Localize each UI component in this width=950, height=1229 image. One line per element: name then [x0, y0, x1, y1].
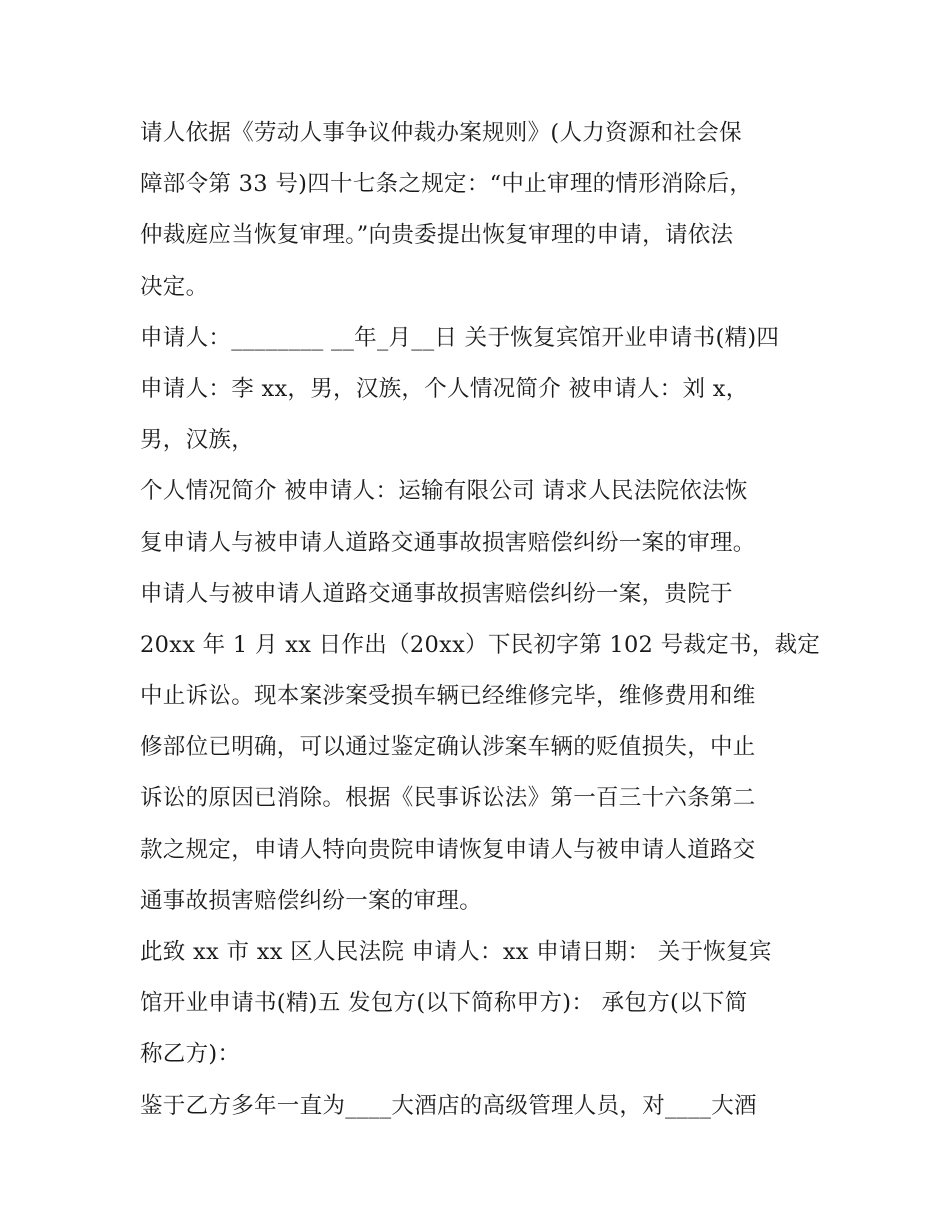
text-line: 中止诉讼。现本案涉案受损车辆已经维修完毕，维修费用和维 — [140, 683, 756, 710]
text-line: 诉讼的原因已消除。根据《民事诉讼法》第一百三十六条第二 — [140, 785, 756, 812]
text-line: 鉴于乙方多年一直为____大酒店的高级管理人员，对____大酒 — [140, 1092, 757, 1119]
text-line: 申请人：________ __年_月__日 关于恢复宾馆开业申请书(精)四 — [140, 324, 780, 351]
text-line: 通事故损害赔偿纠纷一案的审理。 — [140, 887, 483, 914]
text-line: 馆开业申请书(精)五 发包方(以下简称甲方)： 承包方(以下简 — [140, 990, 748, 1017]
text-line: 申请人：李 xx，男，汉族，个人情况简介 被申请人：刘 x， — [140, 375, 749, 402]
text-line: 决定。 — [140, 273, 209, 300]
text-line: 修部位已明确，可以通过鉴定确认涉案车辆的贬值损失，中止 — [140, 734, 756, 761]
text-line: 请人依据《劳动人事争议仲裁办案规则》(人力资源和社会保 — [140, 120, 742, 146]
text-line: 复申请人与被申请人道路交通事故损害赔偿纠纷一案的审理。 — [140, 529, 756, 556]
text-line: 申请人与被申请人道路交通事故损害赔偿纠纷一案，贵院于 — [140, 580, 733, 607]
text-line: 款之规定，申请人特向贵院申请恢复申请人与被申请人道路交 — [140, 836, 756, 863]
text-line: 此致 xx 市 xx 区人民法院 申请人：xx 申请日期： 关于恢复宾 — [140, 939, 772, 965]
text-line: 20xx 年 1 月 xx 日作出（20xx）下民初字第 102 号裁定书，裁定 — [140, 631, 821, 658]
text-line: 个人情况简介 被申请人：运输有限公司 请求人民法院依法恢 — [140, 478, 748, 505]
text-line: 仲裁庭应当恢复审理。”向贵委提出恢复审理的申请，请依法 — [140, 222, 734, 249]
text-line: 男，汉族， — [140, 427, 255, 454]
text-line: 障部令第 33 号)四十七条之规定：“中止审理的情形消除后， — [140, 171, 753, 198]
document-body — [140, 108, 820, 1132]
text-line: 称乙方)： — [140, 1041, 241, 1068]
